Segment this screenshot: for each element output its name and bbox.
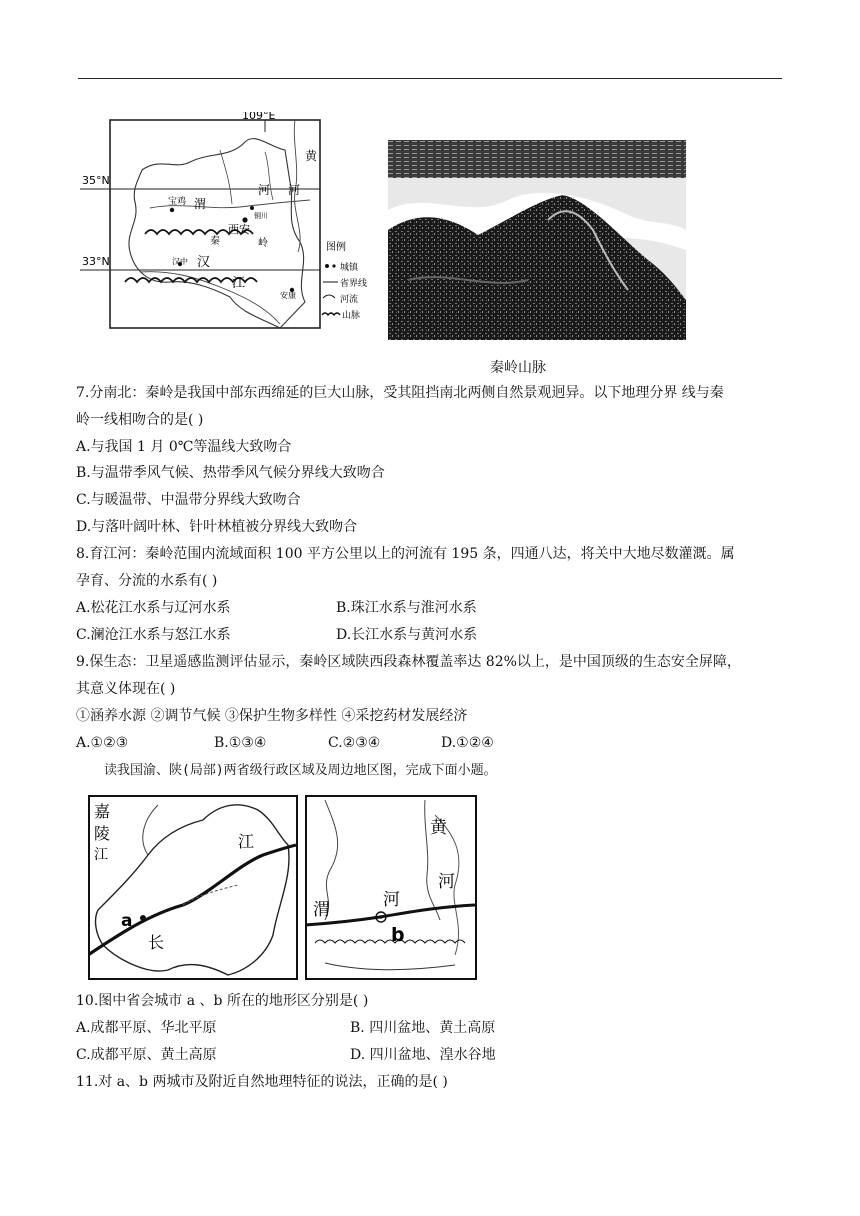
lat33-label: 33°N [82, 255, 110, 268]
cq-jiang-right: 江 [238, 832, 255, 851]
legend-item-river: 河流 [340, 295, 359, 305]
shaanxi-map [305, 795, 477, 980]
photo-caption: 秦岭山脉 [490, 360, 546, 376]
q8-option-c: C.澜沧江水系与怒江水系 [76, 627, 231, 643]
q10-option-b: B. 四川盆地、黄土高原 [350, 1020, 496, 1036]
q9-stem-line2: 其意义体现在( ) [76, 681, 176, 697]
sx-huang: 黄 [430, 818, 447, 838]
q9-option-b: B.①③④ [214, 735, 267, 751]
cq-a: a [121, 911, 133, 931]
intro-text: 读我国渝、陕(局部)两省级行政区域及周边地区图，完成下面小题。 [104, 763, 497, 778]
map-baoji: 宝鸡 [168, 197, 187, 207]
q7-option-b: B.与温带季风气候、热带季风气候分界线大致吻合 [76, 465, 385, 481]
q7-option-c: C.与暖温带、中温带分界线大致吻合 [76, 492, 301, 508]
lon-label: 109°E [242, 112, 276, 122]
lat35-label: 35°N [82, 174, 110, 187]
cq-jia: 嘉 [94, 802, 111, 821]
map-ling: 岭 [258, 238, 268, 249]
map-legend [322, 240, 367, 321]
legend-item-mountain: 山脉 [342, 311, 361, 321]
q7-option-a: A.与我国 1 月 0℃等温线大致吻合 [76, 439, 292, 455]
map-he2: 河 [288, 183, 301, 197]
q8-option-a: A.松花江水系与辽河水系 [76, 600, 231, 616]
map-he1: 河 [258, 183, 271, 197]
q7-option-d: D.与落叶阔叶林、针叶林植被分界线大致吻合 [76, 519, 358, 535]
q7-stem-line2: 岭一线相吻合的是( ) [76, 412, 204, 428]
map-huang: 黄 [305, 149, 318, 163]
map-ankang: 安康 [280, 291, 296, 300]
map-han: 汉 [197, 255, 211, 270]
cq-chang: 长 [148, 933, 165, 952]
q9-stem-line1: 9.保生态：卫星遥感监测评估显示，秦岭区域陕西段森林覆盖率达 82%以上，是中国顶级的生态安全屏障， [76, 654, 741, 670]
qinling-photo [388, 140, 686, 340]
q7-stem-line1: 7.分南北：秦岭是我国中部东西绵延的巨大山脉，受其阻挡南北两侧自然景观迥异。以下地理分界 线与秦 [76, 385, 724, 401]
legend-title: 图例 [326, 242, 346, 253]
map-city: 铜川 [254, 212, 268, 220]
map-jiang: 江 [232, 276, 246, 291]
map-hanzhong: 汉中 [172, 257, 188, 266]
cq-jiang-left: 江 [94, 847, 108, 863]
qinling-map [80, 112, 380, 337]
legend-item-border: 省界线 [340, 279, 368, 289]
q8-stem-line2: 孕育、分流的水系有( ) [76, 573, 218, 589]
legend-item-city: 城镇 [340, 263, 359, 273]
q10-option-a: A.成都平原、华北平原 [76, 1020, 217, 1036]
header-rule [78, 78, 782, 79]
q8-option-d: D.长江水系与黄河水系 [336, 627, 478, 643]
q8-option-b: B.珠江水系与淮河水系 [336, 600, 477, 616]
sx-he-mid: 河 [383, 890, 400, 910]
q9-option-a: A.①②③ [76, 735, 129, 751]
sx-b: b [391, 924, 405, 946]
chongqing-map [88, 795, 298, 980]
sx-wei: 渭 [313, 900, 330, 920]
q11-stem: 11.对 a、b 两城市及附近自然地理特征的说法，正确的是( ) [76, 1074, 448, 1090]
q9-items: ①涵养水源 ②调节气候 ③保护生物多样性 ④采挖药材发展经济 [76, 708, 468, 724]
q10-option-c: C.成都平原、黄土高原 [76, 1047, 217, 1063]
sx-he-right: 河 [438, 872, 455, 892]
cq-ling: 陵 [94, 824, 111, 843]
map-wei: 渭 [194, 197, 207, 211]
q10-stem: 10.图中省会城市 a 、b 所在的地形区分别是( ) [76, 993, 369, 1009]
q8-stem-line1: 8.育江河：秦岭范围内流域面积 100 平方公里以上的河流有 195 条，四通八达，将关中大地尽数灌溉。属 [76, 546, 735, 562]
q9-option-c: C.②③④ [328, 735, 381, 751]
q9-option-d: D.①②④ [441, 735, 494, 751]
map-qin: 秦 [210, 236, 220, 247]
map-xian: 西安 [228, 223, 250, 236]
q10-option-d: D. 四川盆地、湟水谷地 [350, 1047, 496, 1063]
